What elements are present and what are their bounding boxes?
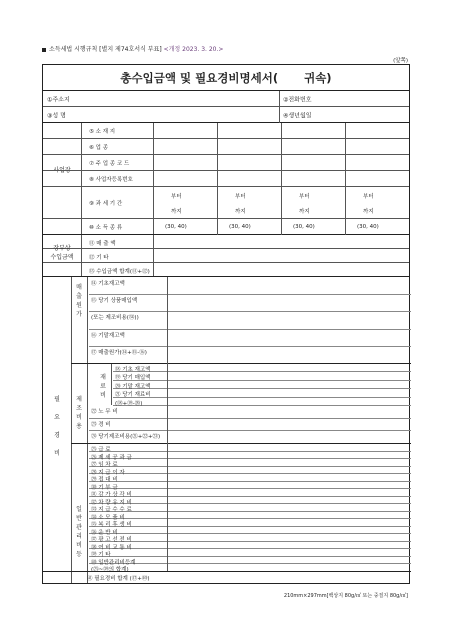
- ga-item-7: ㉜ 차 량 유 지 비: [91, 499, 132, 506]
- ga-section-label: 일 반 관 리 비 등: [76, 506, 82, 558]
- sales-label: ⑪ 매 출 액: [89, 241, 116, 247]
- ga-item-4: ㉙ 접 대 비: [91, 477, 118, 483]
- industry-row: [43, 155, 409, 171]
- materials-item-3: ㉑ 당기 재료비: [115, 392, 151, 399]
- materials-item-0: ⑱ 기초 재고액: [115, 367, 151, 373]
- paper-spec: 210mm×297mm[백상지 80g/㎡ 또는 중질지 80g/㎡]: [283, 593, 408, 599]
- form-reference: 소득세법 시행규칙 [별지 제74호서식 부표]: [49, 46, 162, 53]
- reg-no-label: ⑧ 사업자등록번호: [89, 177, 133, 183]
- regno-row: [43, 171, 409, 187]
- from-label-3: 부터: [299, 194, 310, 200]
- expense-statement-form: [42, 64, 410, 584]
- income-type-row: [43, 219, 409, 235]
- industry-code-label: ⑦ 주 업 종 코 드: [89, 161, 130, 167]
- address-row: [43, 91, 409, 107]
- ga-item-3: ㉘ 지 급 이 자: [91, 469, 125, 476]
- mfg-item-2: ㉔ 당기제조비용(㉑+㉒+㉓): [91, 434, 161, 441]
- tax-period-label: ⑨ 과 세 기 간: [89, 201, 123, 207]
- ga-item-2: ㉗ 임 차 료: [91, 462, 118, 468]
- ga-item-0: ㉕ 급 료: [91, 447, 111, 453]
- to-label-2: 까지: [235, 209, 246, 215]
- revision-date: <개정 2023. 3. 20.>: [163, 46, 224, 53]
- materials-item-4: (⑱+⑲-⑳): [115, 400, 143, 407]
- phone-label: ②전화번호: [283, 96, 312, 103]
- cogs-item-2: (또는 제조비용(㉞)): [91, 315, 139, 322]
- ga-item-10: ㉟ 복 리 후 생 비: [91, 522, 132, 528]
- ga-item-15: ㊵ 일반관리비등계: [91, 559, 136, 566]
- income-total-label: ⑬ 수입금액 합계(⑪+⑫): [89, 269, 150, 275]
- square-bullet-icon: [42, 48, 46, 52]
- birth-label: ④생년월일: [283, 112, 312, 119]
- to-label-4: 까지: [363, 209, 374, 215]
- type-row: [43, 139, 409, 155]
- from-label-1: 부터: [171, 194, 182, 200]
- from-label-2: 부터: [235, 194, 246, 200]
- biz-section-label: 사업장: [53, 167, 71, 174]
- form-title: [43, 65, 409, 91]
- income-total-row: [43, 263, 409, 277]
- type-label: ⑥ 업 종: [89, 145, 109, 151]
- form-title-right: 귀속): [304, 70, 332, 85]
- tax-period-row: [43, 187, 409, 219]
- page-tag: (앞쪽): [393, 58, 408, 64]
- ga-item-1: ㉖ 제 세 공 과 금: [91, 454, 132, 461]
- expense-section-label: 필 요 경 비: [54, 396, 60, 457]
- ga-item-14: ㊴ 기 타: [91, 552, 111, 558]
- mfg-section-label: 제 조 비 용: [76, 396, 82, 430]
- form-header: [42, 44, 223, 53]
- location-row: [43, 123, 409, 139]
- cogs-section-label: 매 출 원 가: [76, 284, 82, 318]
- to-label-1: 까지: [171, 209, 182, 215]
- mfg-item-1: ㉓ 경 비: [91, 421, 111, 428]
- cogs-item-1: ⑮ 당기 상품매입액: [91, 298, 138, 305]
- ga-item-5: ㉚ 기 부 금: [91, 484, 118, 491]
- cogs-item-4: ⑰ 매출원가(⑭+⑮-⑯): [91, 349, 147, 356]
- materials-item-1: ⑲ 당기 매입액: [115, 375, 151, 382]
- income-code-4: (30, 40): [357, 224, 379, 230]
- ga-item-9: ㉞ 소 모 품 비: [91, 514, 125, 521]
- from-label-4: 부터: [363, 194, 374, 200]
- name-label: ③성 명: [47, 112, 66, 119]
- expense-total-label: ㊶ 필요경비 합계 (⑰+㊵): [87, 576, 150, 582]
- ga-item-16: (㉕~㊴의 합계): [91, 567, 129, 573]
- name-row: [43, 107, 409, 123]
- ga-item-13: ㊳ 여 비 교 통 비: [91, 544, 132, 551]
- address-label: ①주소지: [47, 96, 70, 103]
- income-code-1: (30, 40): [165, 224, 187, 230]
- location-label: ⑤ 소 재 지: [89, 129, 116, 135]
- income-code-2: (30, 40): [229, 224, 251, 230]
- ga-item-8: ㉝ 지 급 수 수 료: [91, 507, 132, 513]
- materials-item-2: ⑳ 기말 재고액: [115, 383, 151, 390]
- mfg-item-0: ㉒ 노 무 비: [91, 409, 118, 415]
- cogs-item-3: ⑯ 기말재고액: [91, 332, 125, 339]
- income-code-3: (30, 40): [293, 224, 315, 230]
- cogs-item-0: ⑭ 기초재고액: [91, 281, 125, 287]
- ga-item-11: ㊱ 운 반 비: [91, 529, 118, 536]
- materials-section-label: 재 료 비: [100, 374, 106, 399]
- ga-item-6: ㉛ 감 가 상 각 비: [91, 492, 132, 498]
- to-label-3: 까지: [299, 209, 310, 215]
- ga-item-12: ㊲ 광 고 선 전 비: [91, 537, 132, 543]
- income-type-label: ⑩ 소 득 종 류: [89, 225, 123, 231]
- book-income-section-line2: 수입금액: [50, 254, 74, 261]
- other-income-label: ⑫ 기 타: [89, 255, 109, 261]
- book-income-section: [43, 243, 81, 261]
- sales-row: [43, 235, 409, 249]
- other-income-row: [43, 249, 409, 263]
- book-income-section-line1: 장부상: [53, 245, 71, 252]
- form-title-left: 총수입금액 및 필요경비명세서(: [120, 70, 279, 85]
